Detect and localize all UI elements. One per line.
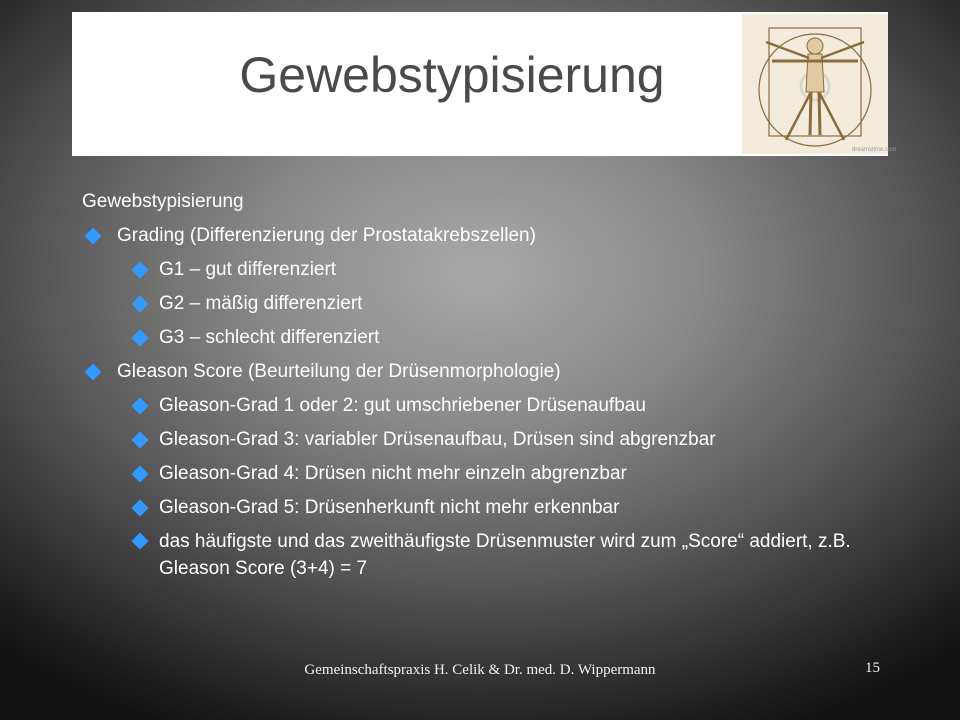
bullet-grading xyxy=(82,219,882,253)
diamond-bullet-icon xyxy=(132,533,149,550)
sub-bullet xyxy=(82,253,882,287)
diamond-bullet-icon xyxy=(132,432,149,449)
sub-bullet-text: das häufigste und das zweithäufigste Drüsenmuster wird zum „Score“ addiert, z.B. Gleason Score (3+4) = 7 xyxy=(159,531,851,579)
sub-bullet-text: G1 – gut differenziert xyxy=(159,259,337,280)
title-banner xyxy=(72,12,897,156)
sub-bullet-text: Gleason-Grad 1 oder 2: gut umschriebener Drüsenaufbau xyxy=(159,395,646,416)
diamond-bullet-icon xyxy=(132,398,149,415)
diamond-bullet-icon xyxy=(132,466,149,483)
sub-bullet-text: Gleason-Grad 5: Drüsenherkunft nicht mehr erkennbar xyxy=(159,497,620,518)
body-heading: Gewebstypisierung xyxy=(82,191,244,212)
diamond-bullet-icon xyxy=(132,262,149,279)
sub-bullet-text: Gleason-Grad 4: Drüsen nicht mehr einzeln abgrenzbar xyxy=(159,463,627,484)
watermark-text: dreamstime.com xyxy=(852,147,897,153)
diamond-bullet-icon xyxy=(85,228,102,245)
sub-bullet-text: G3 – schlecht differenziert xyxy=(159,327,380,348)
footer-text: Gemeinschaftspraxis H. Celik & Dr. med. D. Wippermann xyxy=(304,662,656,678)
page-number: 15 xyxy=(865,660,880,676)
bullet-gleason xyxy=(82,355,882,389)
sub-bullet xyxy=(82,491,882,525)
diamond-bullet-icon xyxy=(132,330,149,347)
slide-body xyxy=(82,185,882,582)
sub-bullet xyxy=(82,321,882,355)
slide-title: Gewebstypisierung xyxy=(239,47,665,103)
sub-bullet xyxy=(82,287,882,321)
sub-bullet xyxy=(82,457,882,491)
diamond-bullet-icon xyxy=(132,500,149,517)
sub-bullet-text: Gleason-Grad 3: variabler Drüsenaufbau, Drüsen sind abgrenzbar xyxy=(159,429,716,450)
sub-bullet xyxy=(82,423,882,457)
sub-bullet xyxy=(82,525,882,582)
bullet-text: Grading (Differenzierung der Prostatakrebszellen) xyxy=(117,225,536,246)
vitruvian-man-icon xyxy=(742,14,897,154)
sub-bullet-text: G2 – mäßig differenziert xyxy=(159,293,363,314)
sub-bullet xyxy=(82,389,882,423)
diamond-bullet-icon xyxy=(85,364,102,381)
diamond-bullet-icon xyxy=(132,296,149,313)
bullet-text: Gleason Score (Beurteilung der Drüsenmorphologie) xyxy=(117,361,561,382)
